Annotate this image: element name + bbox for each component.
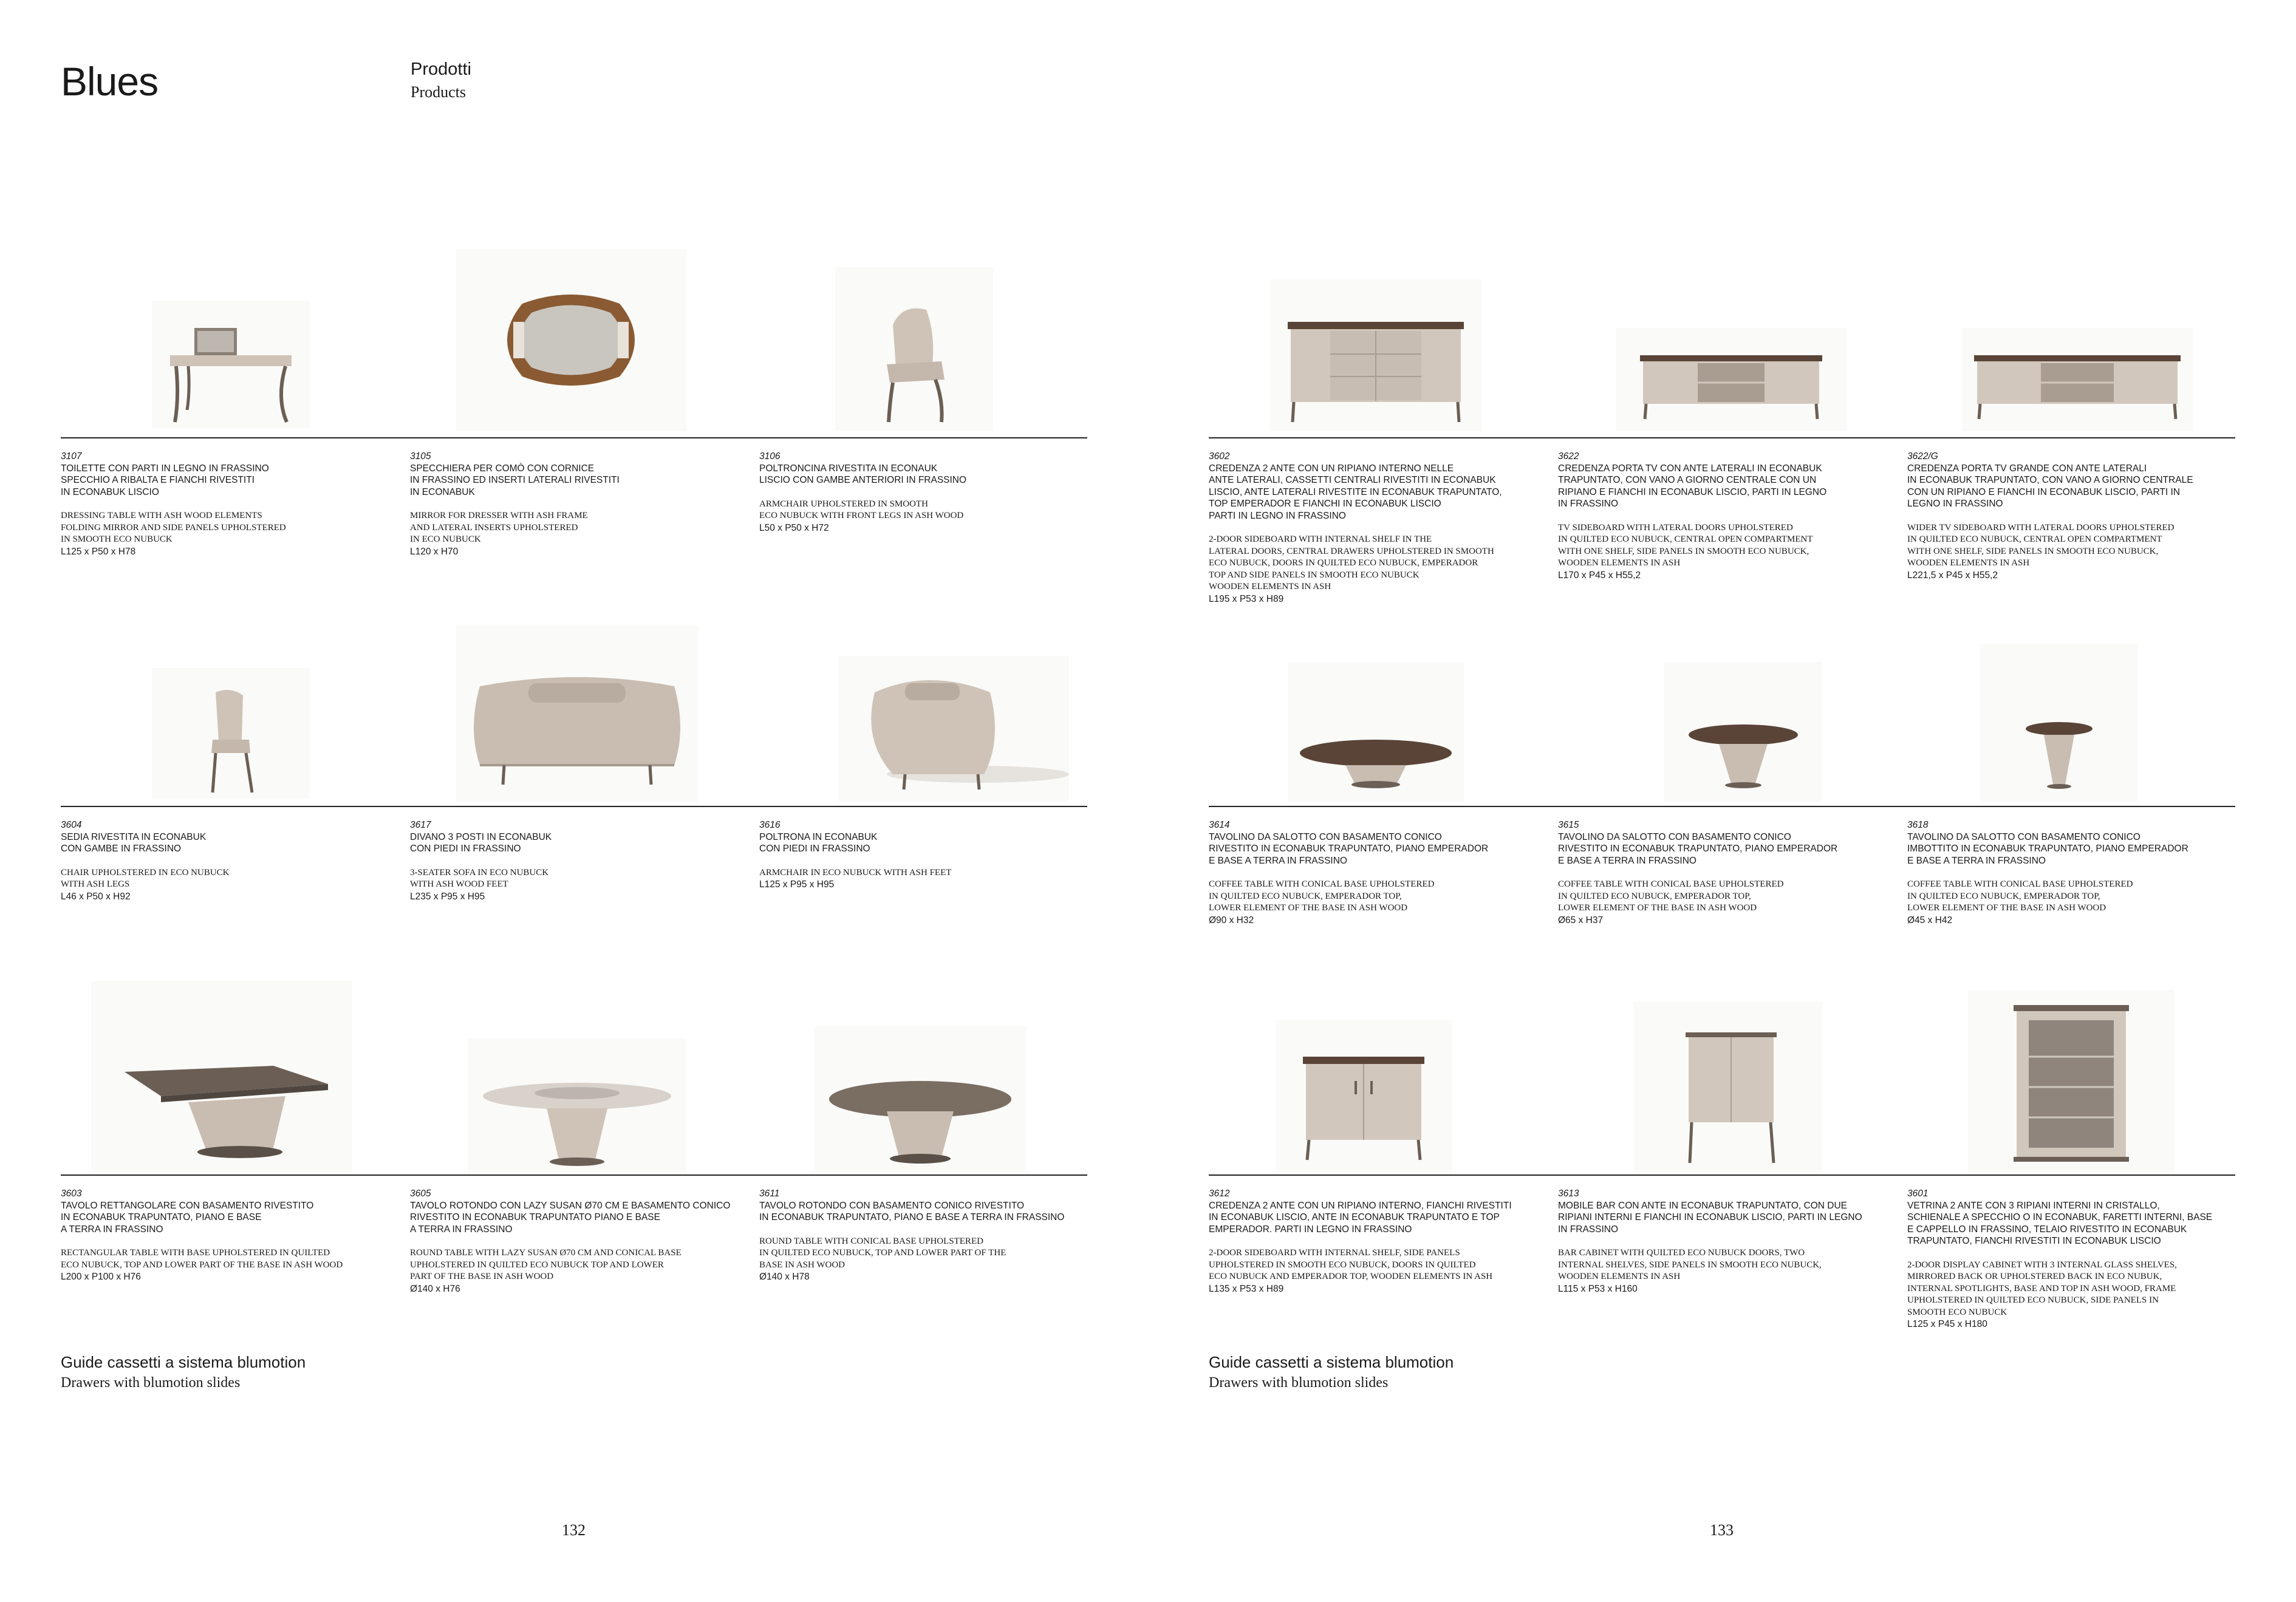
product-code: 3602 [1209,451,1230,462]
product-desc-en: COFFEE TABLE WITH CONICAL BASE UPHOLSTERED IN QUILTED ECO NUBUCK, EMPERADOR TOP, LOWER ELEMENT OF THE BASE IN ASH WOOD [1907,879,2133,913]
product-desc-en: WIDER TV SIDEBOARD WITH LATERAL DOORS UPHOLSTERED IN QUILTED ECO NUBUCK, CENTRAL OPEN COMPARTMENT WITH ONE SHELF, SIDE PANELS IN SMOOTH ECO NUBUCK, WOODEN ELEMENTS IN ASH [1907,522,2175,568]
product-desc-it: CREDENZA PORTA TV CON ANTE LATERALI IN ECONABUK TRAPUNTATO, CON VANO A GIORNO CENTRALE CON UN RIPIANO E FIANCHI IN ECONABUK LISCIO, PARTI IN LEGNO IN FRASSINO [1558,463,1827,509]
product-desc-en: DRESSING TABLE WITH ASH WOOD ELEMENTS FOLDING MIRROR AND SIDE PANELS UPHOLSTERED IN SMOOTH ECO NUBUCK [61,511,286,544]
left-row-3-rule [61,1174,1087,1176]
product-desc-it: TAVOLINO DA SALOTTO CON BASAMENTO CONICO RIVESTITO IN ECONABUK TRAPUNTATO, PIANO EMPERADOR E BASE A TERRA IN FRASSINO [1209,831,1489,866]
section-title-it: Prodotti [411,60,471,79]
product-dims: Ø140 x H76 [410,1283,460,1294]
product-dims: Ø45 x H42 [1907,915,1953,925]
product-desc-en: TV SIDEBOARD WITH LATERAL DOORS UPHOLSTERED IN QUILTED ECO NUBUCK, CENTRAL OPEN COMPARTMENT WITH ONE SHELF, SIDE PANELS IN SMOOTH ECO NUBUCK, WOODEN ELEMENTS IN ASH [1558,522,1813,568]
coffee-table-medium-image [1664,662,1822,802]
left-product-3106 [759,451,1102,534]
product-dims: Ø65 x H37 [1558,915,1604,925]
dressing-table-image [152,301,310,428]
product-code: 3617 [410,820,431,830]
product-desc-en: MIRROR FOR DRESSER WITH ASH FRAME AND LATERAL INSERTS UPHOLSTERED IN ECO NUBUCK [410,511,588,544]
product-desc-it: CREDENZA 2 ANTE CON UN RIPIANO INTERNO, FIANCHI RIVESTITI IN ECONABUK LISCIO, ANTE IN ECONABUK TRAPUNTATO E TOP EMPERADOR. PARTI IN LEGNO IN FRASSINO [1209,1200,1512,1235]
right-page-number: 133 [1710,1521,1734,1539]
bar-cabinet-image [1634,1002,1822,1172]
round-table-lazy-image [468,1038,686,1172]
left-product-3616 [759,819,1102,891]
brand-title: Blues [61,59,159,104]
product-desc-it: VETRINA 2 ANTE CON 3 RIPIANI INTERNI IN CRISTALLO, SCHIENALE A SPECCHIO O IN ECONABUK, FARETTI INTERNI, BASE E CAPPELLO IN FRASSINO, TELAIO RIVESTITO IN ECONABUK TRAPUNTATO, FIANCHI RIVESTITI IN ECONABUK LISCIO [1907,1200,2213,1246]
round-table-image [814,1026,1027,1172]
product-desc-it: TAVOLINO DA SALOTTO CON BASAMENTO CONICO RIVESTITO IN ECONABUK TRAPUNTATO, PIANO EMPERADOR E BASE A TERRA IN FRASSINO [1558,831,1838,866]
product-desc-en: BAR CABINET WITH QUILTED ECO NUBUCK DOORS, TWO INTERNAL SHELVES, SIDE PANELS IN SMOOTH ECO NUBUCK, WOODEN ELEMENTS IN ASH [1558,1248,1822,1281]
product-dims: L170 x P45 x H55,2 [1558,570,1641,581]
product-dims: L221,5 x P45 x H55,2 [1907,570,1998,581]
product-code: 3604 [61,820,82,830]
product-desc-it: TAVOLO ROTONDO CON LAZY SUSAN Ø70 CM E BASAMENTO CONICO RIVESTITO IN ECONABUK TRAPUNTATO PIANO E BASE A TERRA IN FRASSINO [410,1200,731,1235]
right-product-3613 [1558,1188,1901,1295]
product-desc-en: RECTANGULAR TABLE WITH BASE UPHOLSTERED IN QUILTED ECO NUBUCK, TOP AND LOWER PART OF THE BASE IN ASH WOOD [61,1248,343,1270]
product-desc-it: CREDENZA 2 ANTE CON UN RIPIANO INTERNO NELLE ANTE LATERALI, CASSETTI CENTRALI RIVESTITI IN ECONABUK LISCIO, ANTE LATERALI RIVESTITE IN ECONABUK TRAPUNTATO, TOP EMPERADOR E FIANCHI IN ECONABUK LISCIO PARTI IN LEGNO IN FRASSINO [1209,463,1502,521]
right-product-3618 [1907,819,2250,926]
right-product-3615 [1558,819,1901,926]
product-code: 3613 [1558,1188,1579,1199]
product-code: 3615 [1558,820,1579,830]
product-desc-it: POLTRONA IN ECONABUK CON PIEDI IN FRASSINO [759,831,878,854]
left-row-2-rule [61,806,1087,807]
product-code: 3622/G [1907,451,1938,462]
product-code: 3601 [1907,1188,1929,1199]
product-dims: L200 x P100 x H76 [61,1272,141,1282]
right-product-3614 [1209,819,1552,926]
product-code: 3611 [759,1188,780,1199]
product-desc-en: 2-DOOR SIDEBOARD WITH INTERNAL SHELF IN THE LATERAL DOORS, CENTRAL DRAWERS UPHOLSTERED IN SMOOTH ECO NUBUCK, DOORS IN QUILTED ECO NUBUCK, EMPERADOR TOP AND SIDE PANELS IN SMOOTH ECO NUBUCK WOODEN ELEMENTS IN ASH [1209,534,1494,591]
product-desc-it: TAVOLINO DA SALOTTO CON BASAMENTO CONICO IMBOTTITO IN ECONABUK TRAPUNTATO, PIANO EMPERADOR E BASE A TERRA IN FRASSINO [1907,831,2188,866]
product-dims: Ø90 x H32 [1209,915,1254,925]
product-code: 3105 [410,451,431,462]
display-cabinet-image [1968,990,2175,1172]
product-code: 3614 [1209,820,1230,830]
coffee-table-large-image [1288,662,1464,802]
product-dims: L125 x P45 x H180 [1907,1319,1987,1329]
left-product-3603 [61,1188,404,1283]
product-dims: L135 x P53 x H89 [1209,1283,1284,1294]
product-desc-en: COFFEE TABLE WITH CONICAL BASE UPHOLSTERED IN QUILTED ECO NUBUCK, EMPERADOR TOP, LOWER ELEMENT OF THE BASE IN ASH WOOD [1209,879,1435,913]
right-product-3602 [1209,451,1552,605]
right-product-3622g [1907,451,2250,581]
rect-table-image [91,981,352,1172]
product-desc-it: SEDIA RIVESTITA IN ECONABUK CON GAMBE IN FRASSINO [61,831,207,854]
product-desc-en: ARMCHAIR IN ECO NUBUCK WITH ASH FEET [759,867,952,878]
product-desc-en: ROUND TABLE WITH LAZY SUSAN Ø70 CM AND CONICAL BASE UPHOLSTERED IN QUILTED ECO NUBUCK TOP AND LOWER PART OF THE BASE IN ASH WOOD [410,1248,682,1281]
right-product-3612 [1209,1188,1552,1295]
product-dims: Ø140 x H78 [759,1272,810,1282]
product-dims: L195 x P53 x H89 [1209,593,1284,604]
right-row-3-rule [1209,1174,2235,1176]
product-code: 3107 [61,451,82,462]
right-row-1-rule [1209,437,2235,438]
right-footer-it: Guide cassetti a sistema blumotion [1209,1353,1454,1371]
product-desc-en: 2-DOOR DISPLAY CABINET WITH 3 INTERNAL GLASS SHELVES, MIRRORED BACK OR UPHOLSTERED BACK IN ECO NUBUK, INTERNAL SPOTLIGHTS, BASE AND TOP IN ASH WOOD, FRAME UPHOLSTERED IN QUILTED ECO NUBUCK, SIDE PANELS IN SMOOTH ECO NUBUCK [1907,1259,2177,1317]
product-dims: L115 x P53 x H160 [1558,1283,1638,1294]
chair-image [152,668,310,799]
product-desc-it: TOILETTE CON PARTI IN LEGNO IN FRASSINO SPECCHIO A RIBALTA E FIANCHI RIVESTITI IN ECONABUK LISCIO [61,463,269,497]
product-desc-en: 2-DOOR SIDEBOARD WITH INTERNAL SHELF, SIDE PANELS UPHOLSTERED IN SMOOTH ECO NUBUCK, DOORS IN QUILTED ECO NUBUCK AND EMPERADOR TOP, WOODEN ELEMENTS IN ASH [1209,1248,1493,1281]
sideboard-small-image [1276,1020,1452,1172]
product-desc-it: TAVOLO ROTONDO CON BASAMENTO CONICO RIVESTITO IN ECONABUK TRAPUNTATO, PIANO E BASE A TERRA IN FRASSINO [759,1200,1065,1222]
left-page-number: 132 [562,1521,586,1539]
left-product-3107 [61,451,404,557]
product-desc-it: MOBILE BAR CON ANTE IN ECONABUK TRAPUNTATO, CON DUE RIPIANI INTERNI E FIANCHI IN ECONABUK LISCIO, PARTI IN LEGNO IN FRASSINO [1558,1200,1862,1235]
product-dims: L125 x P50 x H78 [61,546,136,557]
product-dims: L50 x P50 x H72 [759,522,829,533]
right-product-3622 [1558,451,1901,581]
left-row-1-rule [61,437,1087,438]
mirror-image [456,249,686,431]
product-code: 3612 [1209,1188,1230,1199]
product-dims: L46 x P50 x H92 [61,891,131,902]
product-code: 3616 [759,820,781,830]
armchair-image [838,656,1069,802]
left-product-3611 [759,1188,1102,1283]
right-row-2-rule [1209,806,2235,807]
sofa-image [456,625,699,802]
right-product-3601 [1907,1188,2250,1331]
product-desc-en: COFFEE TABLE WITH CONICAL BASE UPHOLSTERED IN QUILTED ECO NUBUCK, EMPERADOR TOP, LOWER ELEMENT OF THE BASE IN ASH WOOD [1558,879,1784,913]
product-code: 3603 [61,1188,82,1199]
product-code: 3106 [759,451,781,462]
product-desc-en: 3-SEATER SOFA IN ECO NUBUCK WITH ASH WOOD FEET [410,867,549,889]
left-footer-en: Drawers with blumotion slides [61,1375,241,1391]
product-code: 3618 [1907,820,1929,830]
product-desc-it: CREDENZA PORTA TV GRANDE CON ANTE LATERALI IN ECONABUK TRAPUNTATO, CON VANO A GIORNO CENTRALE CON UN RIPIANO E FIANCHI IN ECONABUK LISCIO, PARTI IN LEGNO IN FRASSINO [1907,463,2193,509]
product-dims: L235 x P95 x H95 [410,891,485,902]
tv-sideboard-image [1616,328,1847,431]
product-desc-en: ARMCHAIR UPHOLSTERED IN SMOOTH ECO NUBUCK WITH FRONT LEGS IN ASH WOOD [759,499,964,520]
left-footer-it: Guide cassetti a sistema blumotion [61,1353,306,1371]
product-dims: L120 x H70 [410,546,459,557]
left-product-3604 [61,819,404,902]
product-desc-it: SPECCHIERA PER COMÒ CON CORNICE IN FRASSINO ED INSERTI LATERALI RIVESTITI IN ECONABUK [410,463,620,497]
product-desc-it: DIVANO 3 POSTI IN ECONABUK CON PIEDI IN FRASSINO [410,831,552,854]
section-title-en: Products [411,83,466,101]
product-code: 3605 [410,1188,431,1199]
sideboard-2door-image [1269,279,1482,431]
product-desc-it: TAVOLO RETTANGOLARE CON BASAMENTO RIVESTITO IN ECONABUK TRAPUNTATO, PIANO E BASE A TERRA IN FRASSINO [61,1200,314,1235]
right-footer-en: Drawers with blumotion slides [1209,1375,1389,1391]
coffee-table-small-image [1980,644,2138,802]
product-desc-en: CHAIR UPHOLSTERED IN ECO NUBUCK WITH ASH LEGS [61,867,230,889]
product-code: 3622 [1558,451,1579,462]
left-product-3605 [410,1188,753,1295]
product-desc-en: ROUND TABLE WITH CONICAL BASE UPHOLSTERED IN QUILTED ECO NUBUCK, TOP AND LOWER PART OF THE BASE IN ASH WOOD [759,1236,1006,1270]
product-dims: L125 x P95 x H95 [759,879,835,890]
armchair-small-image [835,267,993,431]
tv-sideboard-large-image [1962,328,2193,431]
product-desc-it: POLTRONCINA RIVESTITA IN ECONAUK LISCIO CON GAMBE ANTERIORI IN FRASSINO [759,463,967,485]
left-product-3617 [410,819,753,902]
left-product-3105 [410,451,753,557]
